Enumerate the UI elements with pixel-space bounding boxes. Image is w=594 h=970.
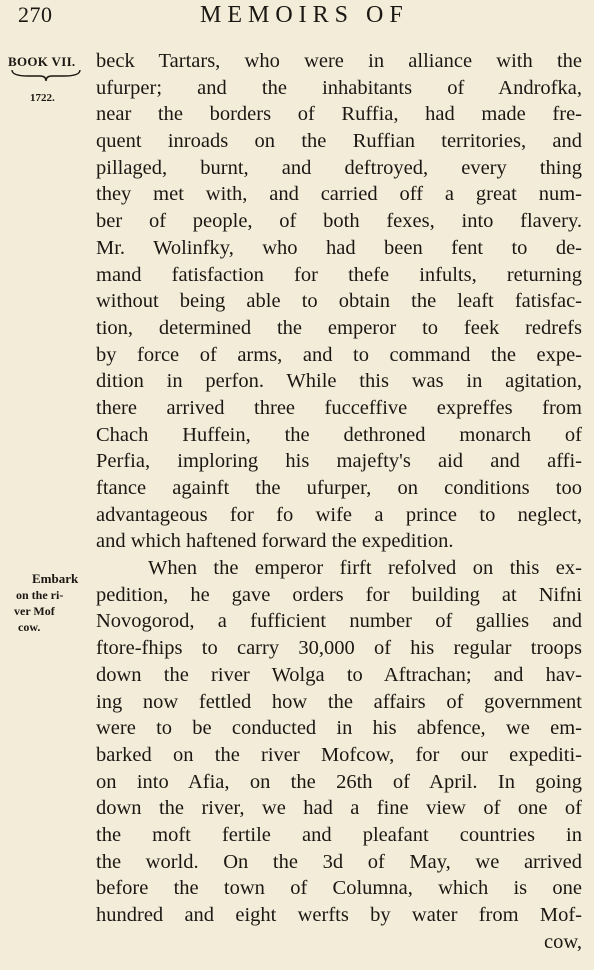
text-line: quent inroads on the Ruffian territories, and xyxy=(96,130,582,153)
text-line: hundred and eight werfts by water from Mof- xyxy=(96,904,582,926)
text-line: the moft fertile and pleafant countries in xyxy=(96,823,582,846)
text-line: Perfia, imploring his majefty's aid and affi- xyxy=(96,450,582,473)
text-line: Mr. Wolinfky, who had been fent to de- xyxy=(96,236,582,259)
text-line: barked on the river Mofcow, for our expediti- xyxy=(96,743,582,766)
text-line: they met with, and carried off a great num- xyxy=(96,183,582,206)
text-line: ftance againft the ufurper, on conditions too xyxy=(96,477,582,499)
catchword: cow, xyxy=(544,930,582,953)
year-label: 1722. xyxy=(30,92,55,104)
marginal-note xyxy=(8,572,90,636)
text-line: beck Tartars, who were in alliance with the xyxy=(96,50,582,72)
page-number: 270 xyxy=(18,2,53,27)
text-line: there arrived three fucceffive expreffes from xyxy=(96,396,582,419)
text-line: advantageous for fo wife a prince to neglect, xyxy=(96,503,582,526)
text-line: When the emperor firft refolved on this ex- xyxy=(148,557,582,580)
text-line: pedition, he gave orders for building at Nifni xyxy=(96,583,582,606)
marginal-note-line: cow. xyxy=(18,620,41,634)
text-line: Chach Huffein, the dethroned monarch of xyxy=(96,423,582,446)
text-line: near the borders of Ruffia, had made fre- xyxy=(96,103,582,126)
text-line: ing now fettled how the affairs of government xyxy=(96,690,582,713)
text-line: Novogorod, a fufficient number of gallies and xyxy=(96,610,582,633)
text-line: mand fatisfaction for thefe infults, returning xyxy=(96,263,582,286)
text-line: the world. On the 3d of May, we arrived xyxy=(96,850,582,873)
text-line: ber of people, of both fexes, into flavery. xyxy=(96,210,582,233)
body-text xyxy=(96,48,582,955)
brace-ornament xyxy=(10,68,82,82)
running-title: MEMOIRS OF xyxy=(200,2,409,28)
book-label: BOOK VII. xyxy=(8,54,76,69)
marginal-note-line: on the ri- xyxy=(16,588,64,602)
text-line: were to be conducted in his abfence, we em- xyxy=(96,717,582,740)
marginal-note-line: ver Mof xyxy=(14,604,55,618)
text-line: dition in perfon. While this was in agitation, xyxy=(96,370,582,393)
paragraph-2 xyxy=(96,555,582,955)
text-line: tion, determined the emperor to feek redrefs xyxy=(96,316,582,339)
paragraph-1 xyxy=(96,48,582,555)
text-line: before the town of Columna, which is one xyxy=(96,877,582,900)
text-line: pillaged, burnt, and deftroyed, every thing xyxy=(96,156,582,179)
text-line: on into Afia, on the 26th of April. In going xyxy=(96,770,582,793)
text-line: down the river, we had a fine view of one of xyxy=(96,797,582,820)
marginal-note-line: Embark xyxy=(32,571,79,586)
text-line: ftore-fhips to carry 30,000 of his regular troops xyxy=(96,637,582,660)
text-line: and which haftened forward the expedition. xyxy=(96,530,454,553)
text-line: by force of arms, and to command the expe- xyxy=(96,343,582,366)
text-line: ufurper; and the inhabitants of Androfka, xyxy=(96,76,582,99)
text-line: down the river Wolga to Aftrachan; and hav- xyxy=(96,663,582,686)
text-line: without being able to obtain the leaft fatisfac- xyxy=(96,290,582,313)
